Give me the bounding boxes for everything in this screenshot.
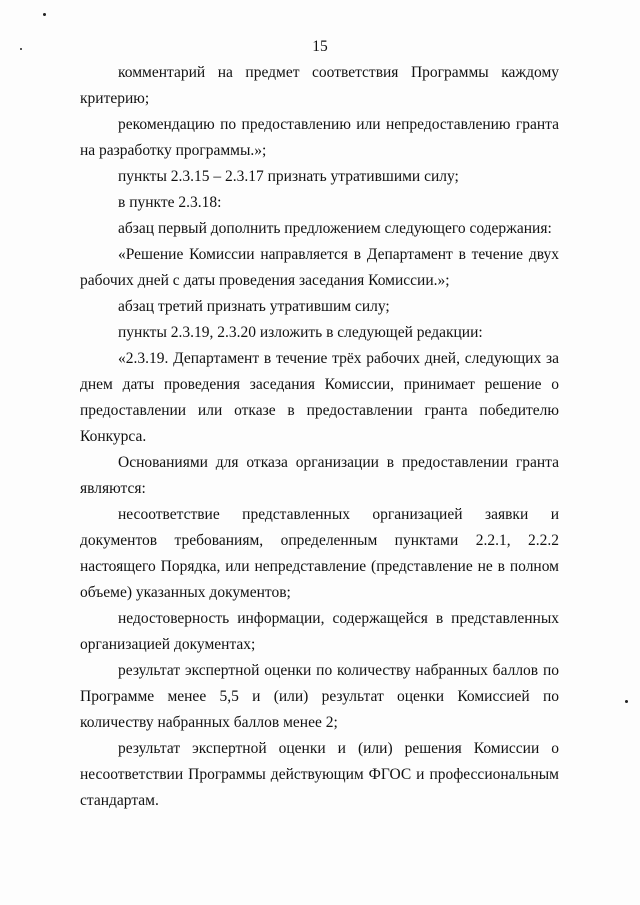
page-number: 15 [312,38,328,55]
paragraph: абзац третий признать утратившим силу; [118,298,390,315]
paragraph: недостоверность информации, содержащейся в представленных организацией документах; [80,610,559,653]
paragraph: комментарий на предмет соответствия Программы каждому критерию; [80,64,559,107]
paragraph: несоответствие представленных организацией заявки и документов требованиям, определенным пунктами 2.2.1, 2.2.2 настоящего Порядка, или непредставление (представление не в полном объеме) указанных документов; [80,506,559,601]
paragraph: результат экспертной оценки по количеству набранных баллов по Программе менее 5,5 и (или) результат оценки Комиссией по количеству набранных баллов менее 2; [80,662,559,731]
paragraph: пункты 2.3.15 – 2.3.17 признать утратившими силу; [118,168,459,185]
paragraph: Основаниями для отказа организации в предоставлении гранта являются: [80,454,559,497]
paragraph: рекомендацию по предоставлению или непредоставлению гранта на разработку программы.»; [80,116,559,159]
paragraph: пункты 2.3.19, 2.3.20 изложить в следующей редакции: [118,324,483,341]
scan-speck [625,700,628,703]
paragraph: абзац первый дополнить предложением следующего содержания: [118,220,552,237]
paragraph: «2.3.19. Департамент в течение трёх рабочих дней, следующих за днем даты проведения заседания Комиссии, принимает решение о предоставлении или отказе в предоставлении гранта победителю Конкурса. [80,350,559,445]
paragraph: «Решение Комиссии направляется в Департамент в течение двух рабочих дней с даты проведения заседания Комиссии.»; [80,246,559,289]
paragraph: в пункте 2.3.18: [118,194,222,211]
scan-speck [43,13,46,16]
document-body [80,60,559,814]
paragraph: результат экспертной оценки и (или) решения Комиссии о несоответствии Программы действующим ФГОС и профессиональным стандартам. [80,740,559,809]
